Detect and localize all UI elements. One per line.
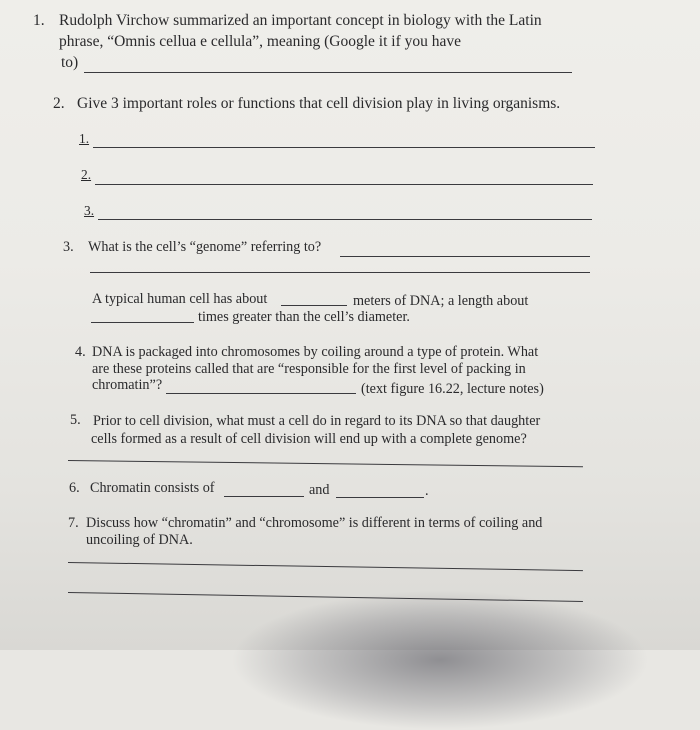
q2-text: Give 3 important roles or functions that cell division play in living organisms. bbox=[77, 95, 561, 112]
q4-line1: DNA is packaged into chromosomes by coiling around a type of protein. What bbox=[92, 344, 539, 360]
q3-number: 3. bbox=[63, 239, 74, 255]
q3-dna-text-a: A typical human cell has about bbox=[92, 291, 268, 307]
q5-line2: cells formed as a result of cell division will end up with a complete genome? bbox=[91, 431, 527, 447]
q5-answer-line[interactable] bbox=[68, 460, 583, 467]
q2-number: 2. bbox=[53, 95, 65, 112]
hand-shadow bbox=[230, 590, 650, 730]
q1-number: 1. bbox=[33, 12, 45, 29]
q6-blank-2[interactable] bbox=[336, 497, 424, 498]
q7-line2: uncoiling of DNA. bbox=[86, 532, 193, 548]
q3-dna-times-blank[interactable] bbox=[91, 322, 194, 323]
q2-answer-1-number: 1. bbox=[79, 131, 90, 146]
q4-line3: chromatin”? bbox=[92, 377, 163, 393]
q3-text: What is the cell’s “genome” referring to? bbox=[88, 239, 322, 255]
q4-reference: (text figure 16.22, lecture notes) bbox=[361, 381, 544, 397]
q6-and: and bbox=[309, 482, 330, 498]
q3-dna-text-b: meters of DNA; a length about bbox=[353, 293, 529, 309]
q6-blank-1[interactable] bbox=[224, 496, 304, 497]
q2-answer-2-line[interactable] bbox=[95, 184, 593, 185]
q6-period: . bbox=[425, 483, 429, 499]
q1-line2: phrase, “Omnis cellua e cellula”, meaning (Google it if you have bbox=[59, 33, 461, 50]
q7-line1: Discuss how “chromatin” and “chromosome” is different in terms of coiling and bbox=[86, 515, 543, 531]
q1-line1: Rudolph Virchow summarized an important concept in biology with the Latin bbox=[59, 12, 542, 29]
q5-line1: Prior to cell division, what must a cell do in regard to its DNA so that daughter bbox=[93, 413, 541, 429]
q2-answer-1-line[interactable] bbox=[93, 147, 595, 148]
q3-answer-line-1[interactable] bbox=[340, 256, 590, 257]
q3-answer-line-2[interactable] bbox=[90, 272, 590, 273]
q2-answer-3-line[interactable] bbox=[98, 219, 592, 220]
q1-line3: to) bbox=[61, 54, 79, 71]
q1-answer-line[interactable] bbox=[84, 72, 572, 73]
q6-number: 6. bbox=[69, 480, 80, 496]
q2-answer-3-number: 3. bbox=[84, 203, 95, 218]
q5-number: 5. bbox=[70, 412, 81, 428]
q3-dna-meters-blank[interactable] bbox=[281, 305, 347, 306]
q2-answer-2-number: 2. bbox=[81, 167, 92, 182]
q4-line2: are these proteins called that are “responsible for the first level of packing in bbox=[92, 361, 526, 377]
q4-answer-line[interactable] bbox=[166, 393, 356, 394]
q7-number: 7. bbox=[68, 515, 79, 531]
q3-dna-text-c: times greater than the cell’s diameter. bbox=[198, 309, 410, 325]
q7-answer-line-1[interactable] bbox=[68, 562, 583, 571]
q6-text: Chromatin consists of bbox=[90, 480, 215, 496]
q4-number: 4. bbox=[75, 344, 86, 360]
